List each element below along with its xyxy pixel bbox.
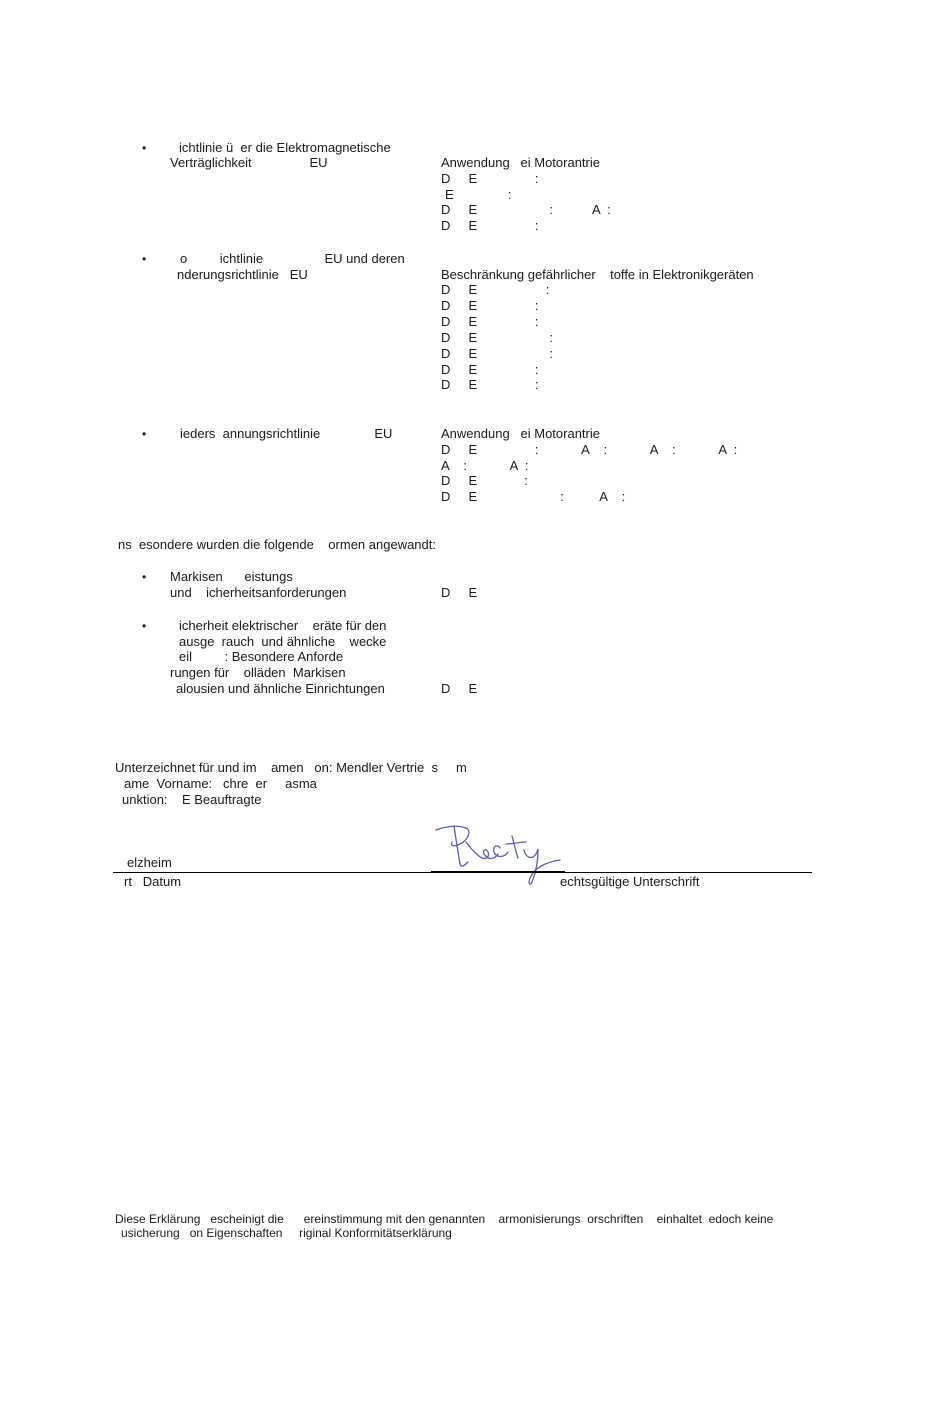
directive-lvd-standard: D E : A :: [441, 489, 626, 504]
bullet-marker: •: [142, 427, 147, 441]
directive-emc-title-line-1: ichtlinie ü er die Elektromagnetische: [179, 140, 391, 155]
norms-intro: ns esondere wurden die folgende ormen angewandt:: [118, 537, 436, 552]
norm-safety-line-4: rungen für olläden Markisen: [170, 665, 346, 680]
directive-rohs-standard: D E :: [441, 282, 550, 297]
signatory-function: unktion: E Beauftragte: [122, 792, 262, 807]
signature-label: echtsgültige Unterschrift: [560, 874, 700, 889]
norm-awning-line-1: Markisen eistungs: [170, 569, 293, 584]
directive-rohs-standard: D E :: [441, 314, 539, 329]
directive-rohs-scope: Beschränkung gefährlicher toffe in Elektronikgeräten: [441, 267, 754, 282]
directive-lvd-title: ieders annungsrichtlinie EU: [180, 426, 393, 441]
place-date-label: rt Datum: [124, 874, 182, 889]
directive-emc-title-line-2: Verträglichkeit EU: [170, 155, 328, 170]
directive-emc-standard: E :: [445, 187, 512, 202]
bullet-marker: •: [142, 619, 147, 633]
directive-lvd-standard: A : A :: [441, 458, 529, 473]
directive-rohs-standard: D E :: [441, 330, 553, 345]
directive-emc-standard: D E :: [441, 171, 539, 186]
directive-rohs-standard: D E :: [441, 346, 553, 361]
signature-image: [428, 820, 568, 892]
directive-rohs-standard: D E :: [441, 362, 539, 377]
norm-awning-code: D E: [441, 585, 478, 600]
signature-baseline-bold-segment: [431, 871, 565, 873]
norm-safety-code: D E: [441, 681, 478, 696]
norm-safety-line-2: ausge rauch und ähnliche wecke: [179, 634, 387, 649]
directive-rohs-title-line-2: nderungsrichtlinie EU: [177, 267, 308, 282]
directive-rohs-standard: D E :: [441, 377, 539, 392]
place-value: elzheim: [127, 855, 172, 870]
footer-disclaimer-line-1: Diese Erklärung escheinigt die ereinstimmung mit den genannten armonisierungs orschriften einhaltet edoch keine: [115, 1212, 774, 1226]
directive-emc-scope: Anwendung ei Motorantrie: [441, 155, 600, 170]
directive-rohs-title-line-1: o ichtlinie EU und deren: [180, 251, 405, 266]
norm-safety-line-1: icherheit elektrischer eräte für den: [179, 618, 387, 633]
directive-emc-standard: D E :: [441, 218, 539, 233]
directive-rohs-standard: D E :: [441, 298, 539, 313]
directive-lvd-scope: Anwendung ei Motorantrie: [441, 426, 600, 441]
bullet-marker: •: [142, 570, 147, 584]
norm-safety-line-3: eil : Besondere Anforde: [179, 649, 344, 664]
norm-awning-line-2: und icherheitsanforderungen: [170, 585, 347, 600]
footer-disclaimer-line-2: usicherung on Eigenschaften riginal Konformitätserklärung: [121, 1226, 452, 1240]
signatory-name: ame Vorname: chre er asma: [124, 776, 317, 791]
directive-emc-standard: D E : A :: [441, 202, 611, 217]
norm-safety-line-5: alousien und ähnliche Einrichtungen: [176, 681, 385, 696]
directive-lvd-standard: D E :: [441, 473, 528, 488]
bullet-marker: •: [142, 252, 147, 266]
signatory-company: Unterzeichnet für und im amen on: Mendler Vertrie s m: [115, 760, 467, 775]
bullet-marker: •: [142, 141, 147, 155]
directive-lvd-standard: D E : A : A : A :: [441, 442, 738, 457]
